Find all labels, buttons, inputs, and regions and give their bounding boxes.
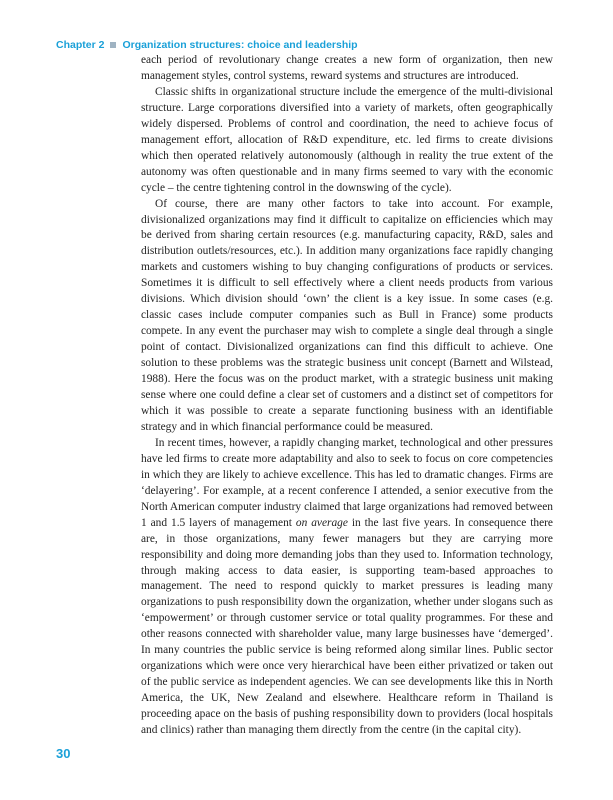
paragraph: Of course, there are many other factors to take into account. For example, divisionalized organizations may find it difficult to capitalize on efficiencies which may be derived from sharing certain resources (e.g. manufacturing capacity, R&D, sales and distribution outlets/resources, etc.). In addition many organizations face rapidly changing markets and customers wishing to buy changing configurations of products or services. Sometimes it is difficult to sell effectively where a client needs products from various divisions. Which division should ‘own’ the client is a key issue. In some cases (e.g. classic cases include computer companies such as Bull in France) some products compete. In any event the purchaser may wish to complete a single deal through a single point of contact. Divisionalized organizations can find this difficult to achieve. One solution to these problems was the strategic business unit concept (Barnett and Wilstead, 1988). Here the focus was on the product market, with a strategic business unit making sense where one could define a clear set of customers and a distinct set of competitors for which it was possible to create a separate functioning business with an identifiable strategy and in which financial performance could be measured. (141, 197, 553, 433)
body-text (141, 53, 553, 739)
running-header (56, 39, 358, 51)
separator-square-icon (110, 42, 116, 48)
chapter-title: Organization structures: choice and leadership (122, 39, 358, 51)
paragraph: Classic shifts in organizational structure include the emergence of the multi-divisional structure. Large corporations diversified into a variety of markets, often geographically widely dispersed. Problems of control and coordination, the need to achieve focus of management effort, allocation of R&D expenditure, etc. led firms to create divisions which then operated relatively autonomously (although in reality the true extent of the autonomy was often questionable and in many firms seemed to vary with the economic cycle – the centre tightening control in the downswing of the cycle). (141, 85, 553, 194)
paragraph-text: in the last five years. In consequence there are, in those organizations, many fewer managers but they are carrying more responsibility and doing more demanding jobs than they used to. Information technology, through making access to data easier, is supporting team-based approaches to management. The need to respond quickly to market pressures is leading many organizations to push responsibility down the organization, whether under slogans such as ‘empowerment’ or through customer service or total quality programmes. For these and other reasons connected with shareholder value, many large businesses have ‘demerged’. In many countries the public service is being reformed along similar lines. Public sector organizations which were once very hierarchical have been either privatized or taken out of the public service as independent agencies. We can see developments like this in North America, the UK, New Zealand and elsewhere. Healthcare reform in Thailand is proceeding apace on the basis of pushing responsibility down to providers (local hospitals and clinics) rather than managing them directly from the centre (in the capital city). (141, 516, 553, 737)
page-number: 30 (56, 746, 71, 761)
paragraph-text: In recent times, however, a rapidly changing market, technological and other pressures have led firms to create more adaptability and also to seek to focus on core competencies in which they are likely to achieve excellence. This has led to dramatic changes. Firms are ‘delayering’. For example, at a recent conference I attended, a senior executive from the North American computer industry claimed that large organizations had removed between 1 and 1.5 layers of management (141, 436, 553, 529)
chapter-label: Chapter 2 (56, 39, 105, 51)
emphasis-text: on average (295, 516, 348, 529)
paragraph: each period of revolutionary change creates a new form of organization, then new management styles, control systems, reward systems and structures are introduced. (141, 54, 553, 82)
paragraph (141, 436, 553, 739)
